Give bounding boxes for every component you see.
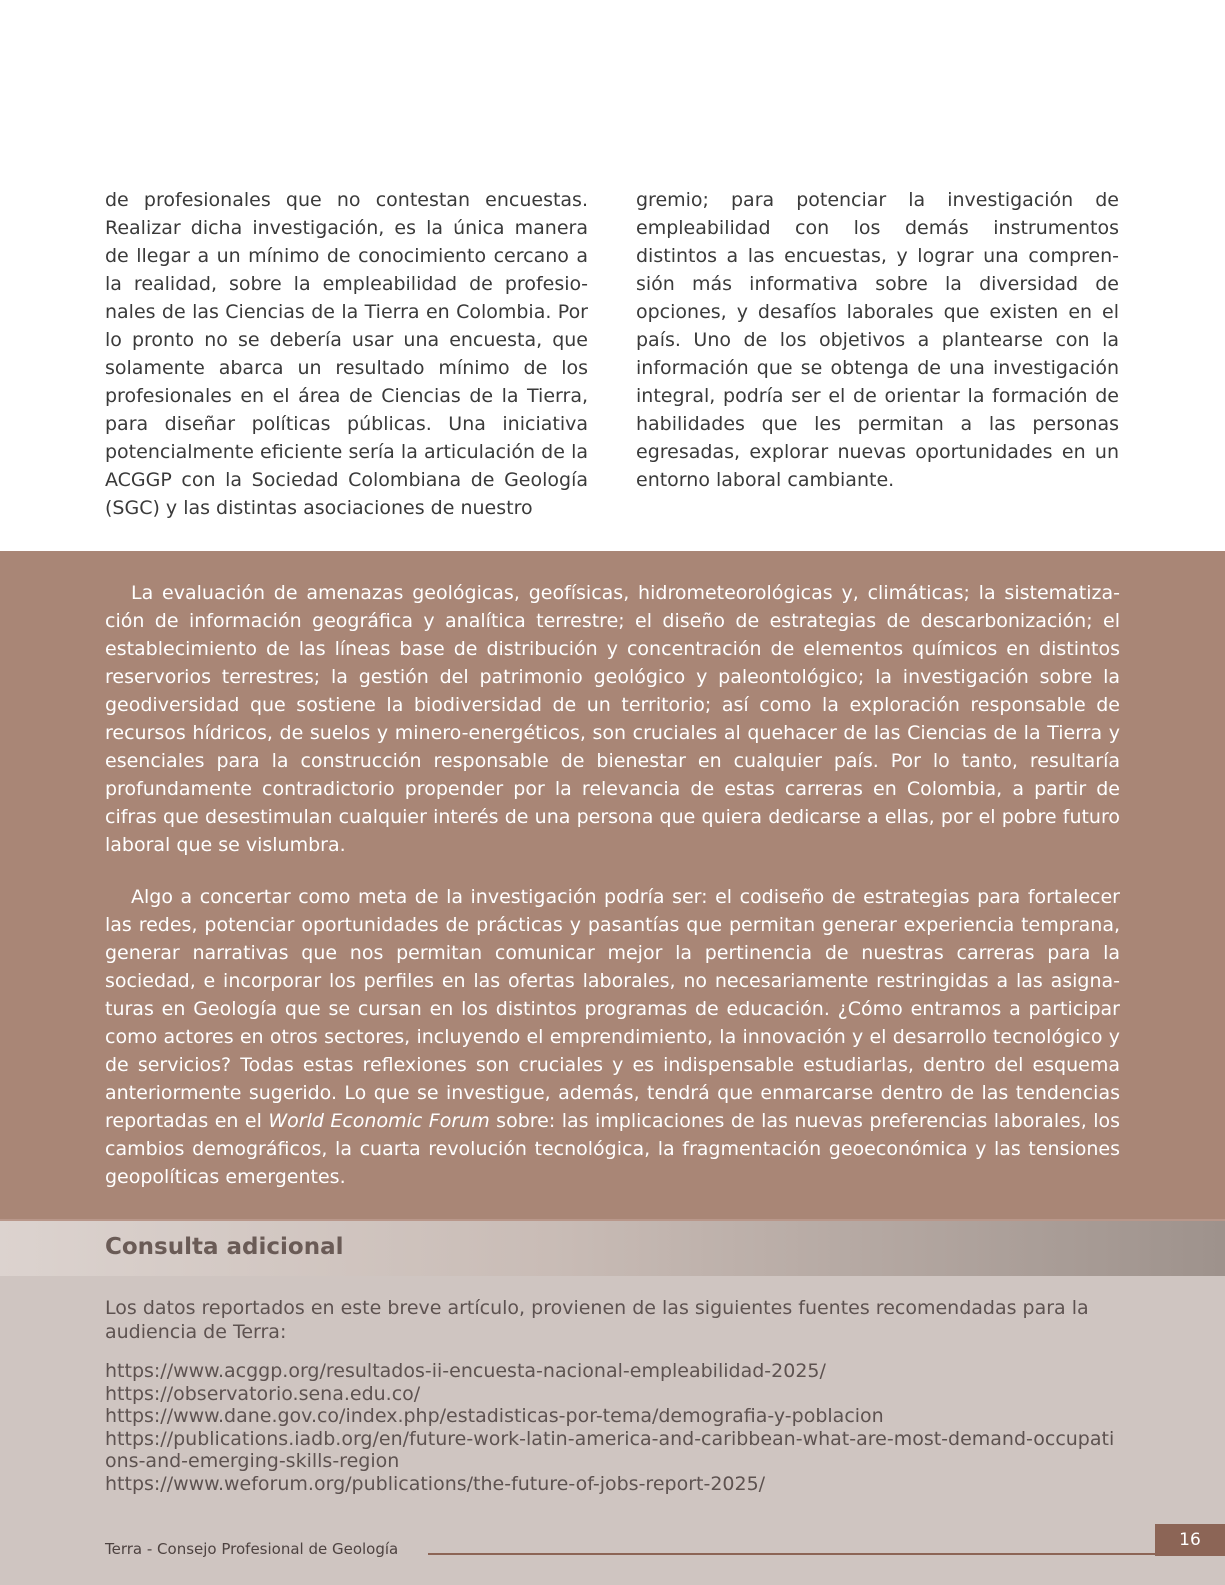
left-column-paragraph: de profesionales que no contestan encuestas. Realizar dicha investigación, es la única manera de llegar a un mínimo de conocimiento cercano a la realidad, sobre la empleabilidad de profesionales de las Ciencias de la Tierra en Colombia. Por lo pronto no se debería usar una encuesta, que solamente abarca un resultado mínimo de los profesionales en el área de Ciencias de la Tierra, para diseñar políticas públicas. Una iniciativa potencialmente eficiente sería la articulación de la ACGGP con la Sociedad Colombiana de Geología (SGC) y las distintas asociaciones de nuestro xyxy=(105,189,588,519)
highlight-paragraph-2-start: Algo a concertar como meta de la investigación podría ser: el codiseño de estrategias para fortalecer las redes, potenciar oportunidades de prácticas y pasantías que permitan generar experiencia temprana, generar narrativas que nos permitan comunicar mejor la pertinencia de nuestras carreras para la sociedad, e incorporar los perfiles en las ofertas laborales, no necesariamente restringidas a las asignaturas en Geología que se cursan en los distintos programas de educación. ¿Cómo entramos a participar como actores en otros sectores, incluyendo el emprendimiento, la innovación y el desarrollo tecnológico y de servicios? Todas estas reflexiones son cruciales y es indispensable estudiarlas, dentro del esquema anteriormente sugerido. Lo que se investigue, además, tendrá que enmarcarse dentro de las tendencias reportadas en el xyxy=(105,886,1120,1132)
source-link[interactable]: https://www.weforum.org/publications/the-future-of-jobs-report-2025/ xyxy=(105,1472,766,1495)
source-link[interactable]: https://observatorio.sena.edu.co/ xyxy=(105,1382,421,1405)
page-number: 16 xyxy=(1155,1524,1225,1556)
footer-rule xyxy=(428,1553,1155,1555)
source-link[interactable]: https://www.acggp.org/resultados-ii-encuesta-nacional-empleabilidad-2025/ xyxy=(105,1360,826,1382)
consulta-header-bar xyxy=(0,1219,1225,1276)
right-column-paragraph: gremio; para potenciar la investigación de empleabilidad con los demás instrumentos distintos a las encuestas, y lograr una comprensión más informativa sobre la diversidad de opciones, y desafíos laborales que existen en el país. Uno de los objetivos a plantearse con la información que se obtenga de una investigación integral, podría ser el de orientar la formación de habilidades que les permitan a las personas egresadas, explorar nuevas oportunidades en un entorno laboral cambiante. xyxy=(636,189,1119,491)
two-column-text xyxy=(105,186,1120,522)
highlight-band xyxy=(0,551,1225,1219)
source-link[interactable]: https://publications.iadb.org/en/future-work-latin-america-and-caribbean-what-are-most-demand-occupations-and-emerging-skills-region xyxy=(105,1427,1115,1472)
wef-italic-reference: World Economic Forum xyxy=(268,1110,490,1132)
sources-link-list xyxy=(105,1360,1120,1495)
source-link[interactable]: https://www.dane.gov.co/index.php/estadisticas-por-tema/demografia-y-poblacion xyxy=(105,1405,884,1427)
consulta-title: Consulta adicional xyxy=(105,1234,344,1260)
highlight-paragraph-2 xyxy=(105,883,1120,1191)
highlight-paragraph-1: La evaluación de amenazas geológicas, geofísicas, hidrometeorológicas y, climáticas; la sistematización de información geográfica y analítica terrestre; el diseño de estrategias de descarbonización; el establecimiento de las líneas base de distribución y concentración de elementos químicos en distintos reservorios terrestres; la gestión del patrimonio geológico y paleontológico; la investigación sobre la geodiversidad que sostiene la biodiversidad de un territorio; así como la exploración responsable de recursos hídricos, de suelos y minero-energéticos, son cruciales al quehacer de las Ciencias de la Tierra y esenciales para la construcción responsable de bienestar en cualquier país. Por lo tanto, resultaría profundamente contradictorio propender por la relevancia de estas carreras en Colombia, a partir de cifras que desestimulan cualquier interés de una persona que quiera dedicarse a ellas, por el pobre futuro laboral que se vislumbra. xyxy=(105,582,1120,856)
highlight-paragraph-2-end: sobre: las implicaciones de las nuevas preferencias laborales, los cambios demográficos, la cuarta revolución tecnológica, la fragmentación geoeconómica y las tensiones geopolíticas emergentes. xyxy=(105,1110,1120,1188)
sources-intro: Los datos reportados en este breve artículo, provienen de las siguientes fuentes recomendadas para la audiencia de Terra: xyxy=(105,1297,1089,1343)
sources-section xyxy=(0,1276,1225,1585)
footer-publication: Terra - Consejo Profesional de Geología xyxy=(105,1540,399,1558)
